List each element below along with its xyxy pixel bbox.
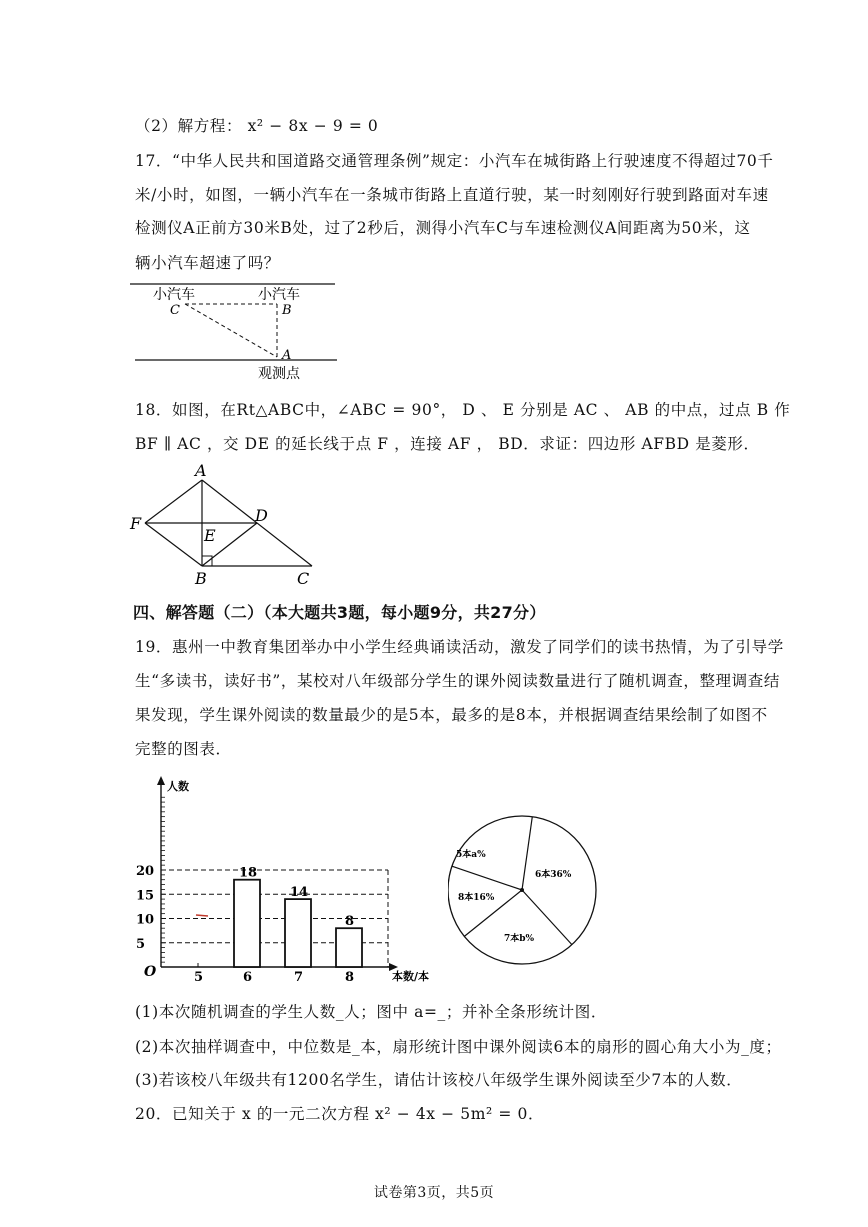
bar-data-label: 14 [290, 885, 309, 901]
page-footer: 试卷第3页，共5页 [373, 1185, 495, 1201]
fig18-label-b: B [195, 569, 207, 588]
fig17-diagram [125, 278, 345, 383]
fig17-observe: 观测点 [258, 366, 300, 382]
bar-7 [285, 899, 311, 967]
fig18-label-f: F [130, 514, 142, 533]
q19-part1: (1)本次随机调查的学生人数_人；图中 a=_；并补全条形统计图． [135, 1003, 607, 1021]
bar-category-label: 5 [194, 970, 204, 985]
q17-line-3: 检测仪A正前方30米B处，过了2秒后，测得小汽车C与车速检测仪A间距离为50米，这 [135, 219, 751, 237]
q18-line-1: 18．如图，在Rt△ABC中，∠ABC = 90°， D 、 E 分别是 AC 、 AB 的中点，过点 B 作 [135, 401, 791, 419]
q17-line-4: 辆小汽车超速了吗？ [135, 254, 280, 272]
q19-part3: (3)若该校八年级共有1200名学生，请估计该校八年级学生课外阅读至少7本的人数． [135, 1071, 743, 1089]
pie-slice-divider [452, 866, 522, 890]
fig18-label-e: E [204, 526, 216, 545]
bar-category-label: 7 [294, 970, 304, 985]
pie-label-8: 8本16% [458, 893, 495, 903]
q19-line-1: 19．惠州一中教育集团举办中小学生经典诵读活动，激发了同学们的读书热情，为了引导学 [135, 638, 784, 656]
bar-category-label: 6 [243, 970, 253, 985]
bar-ytick-label: 10 [136, 912, 155, 928]
fig17-car-left: 小汽车 [153, 287, 195, 303]
bar-ytick-label: 20 [136, 864, 155, 879]
bar-xlabel: 本数/本 [392, 970, 430, 983]
section-4-heading: 四、解答题（二）（本大题共3题，每小题9分，共27分） [133, 603, 546, 622]
pie-slice-divider [522, 817, 532, 890]
bar-6 [234, 880, 260, 967]
fig18-label-c: C [297, 569, 310, 588]
pie-label-7: 7本b% [504, 934, 535, 944]
fig17-label-a: A [282, 348, 292, 363]
bar-chart [130, 770, 440, 985]
q18-line-2: BF ∥ AC ，交 DE 的延长线于点 F ，连接 AF ， BD．求证：四边形 AFBD 是菱形． [135, 435, 760, 453]
bar-ytick-label: 15 [136, 888, 155, 904]
q19-line-3: 果发现，学生课外阅读的数量最少的是5本，最多的是8本，并根据调查结果绘制了如图不 [135, 706, 768, 724]
q19-line-4: 完整的图表． [135, 740, 232, 758]
q17-line-2: 米/小时，如图，一辆小汽车在一条城市街路上直道行驶，某一时刻刚好行驶到路面对车速 [135, 186, 769, 204]
bar-data-label: 8 [345, 914, 355, 930]
fig18-label-a: A [195, 461, 207, 480]
pie-label-5: 5本a% [456, 850, 486, 860]
q19-part2: (2)本次抽样调查中，中位数是_本，扇形统计图中课外阅读6本的扇形的圆心角大小为_度； [135, 1038, 782, 1056]
fig18-diagram [125, 458, 325, 588]
fig18-label-d: D [255, 506, 268, 525]
fig17-car-right: 小汽车 [258, 287, 300, 303]
bar-data-label: 18 [239, 865, 258, 881]
q17-line-1: 17．“中华人民共和国道路交通管理条例”规定：小汽车在城街路上行驶速度不得超过70千 [135, 152, 774, 170]
q19-line-2: 生“多读书，读好书”，某校对八年级部分学生的课外阅读数量进行了随机调查，整理调查结 [135, 672, 780, 690]
pie-chart [448, 805, 603, 990]
bar-ylabel: 人数 [167, 780, 189, 793]
q20-line-1: 20．已知关于 x 的一元二次方程 x² − 4x − 5m² = 0． [135, 1105, 545, 1123]
bar-8 [336, 928, 362, 967]
red-mark [196, 915, 208, 916]
bar-category-label: 8 [345, 970, 355, 985]
bar-ytick-label: 5 [136, 936, 146, 952]
fig17-label-c: C [170, 303, 180, 318]
pie-label-6: 6本36% [535, 870, 572, 880]
fig17-label-b: B [282, 303, 292, 318]
q16-part2: （2）解方程： x² − 8x − 9 = 0 [135, 117, 379, 135]
bar-origin: O [144, 964, 157, 980]
